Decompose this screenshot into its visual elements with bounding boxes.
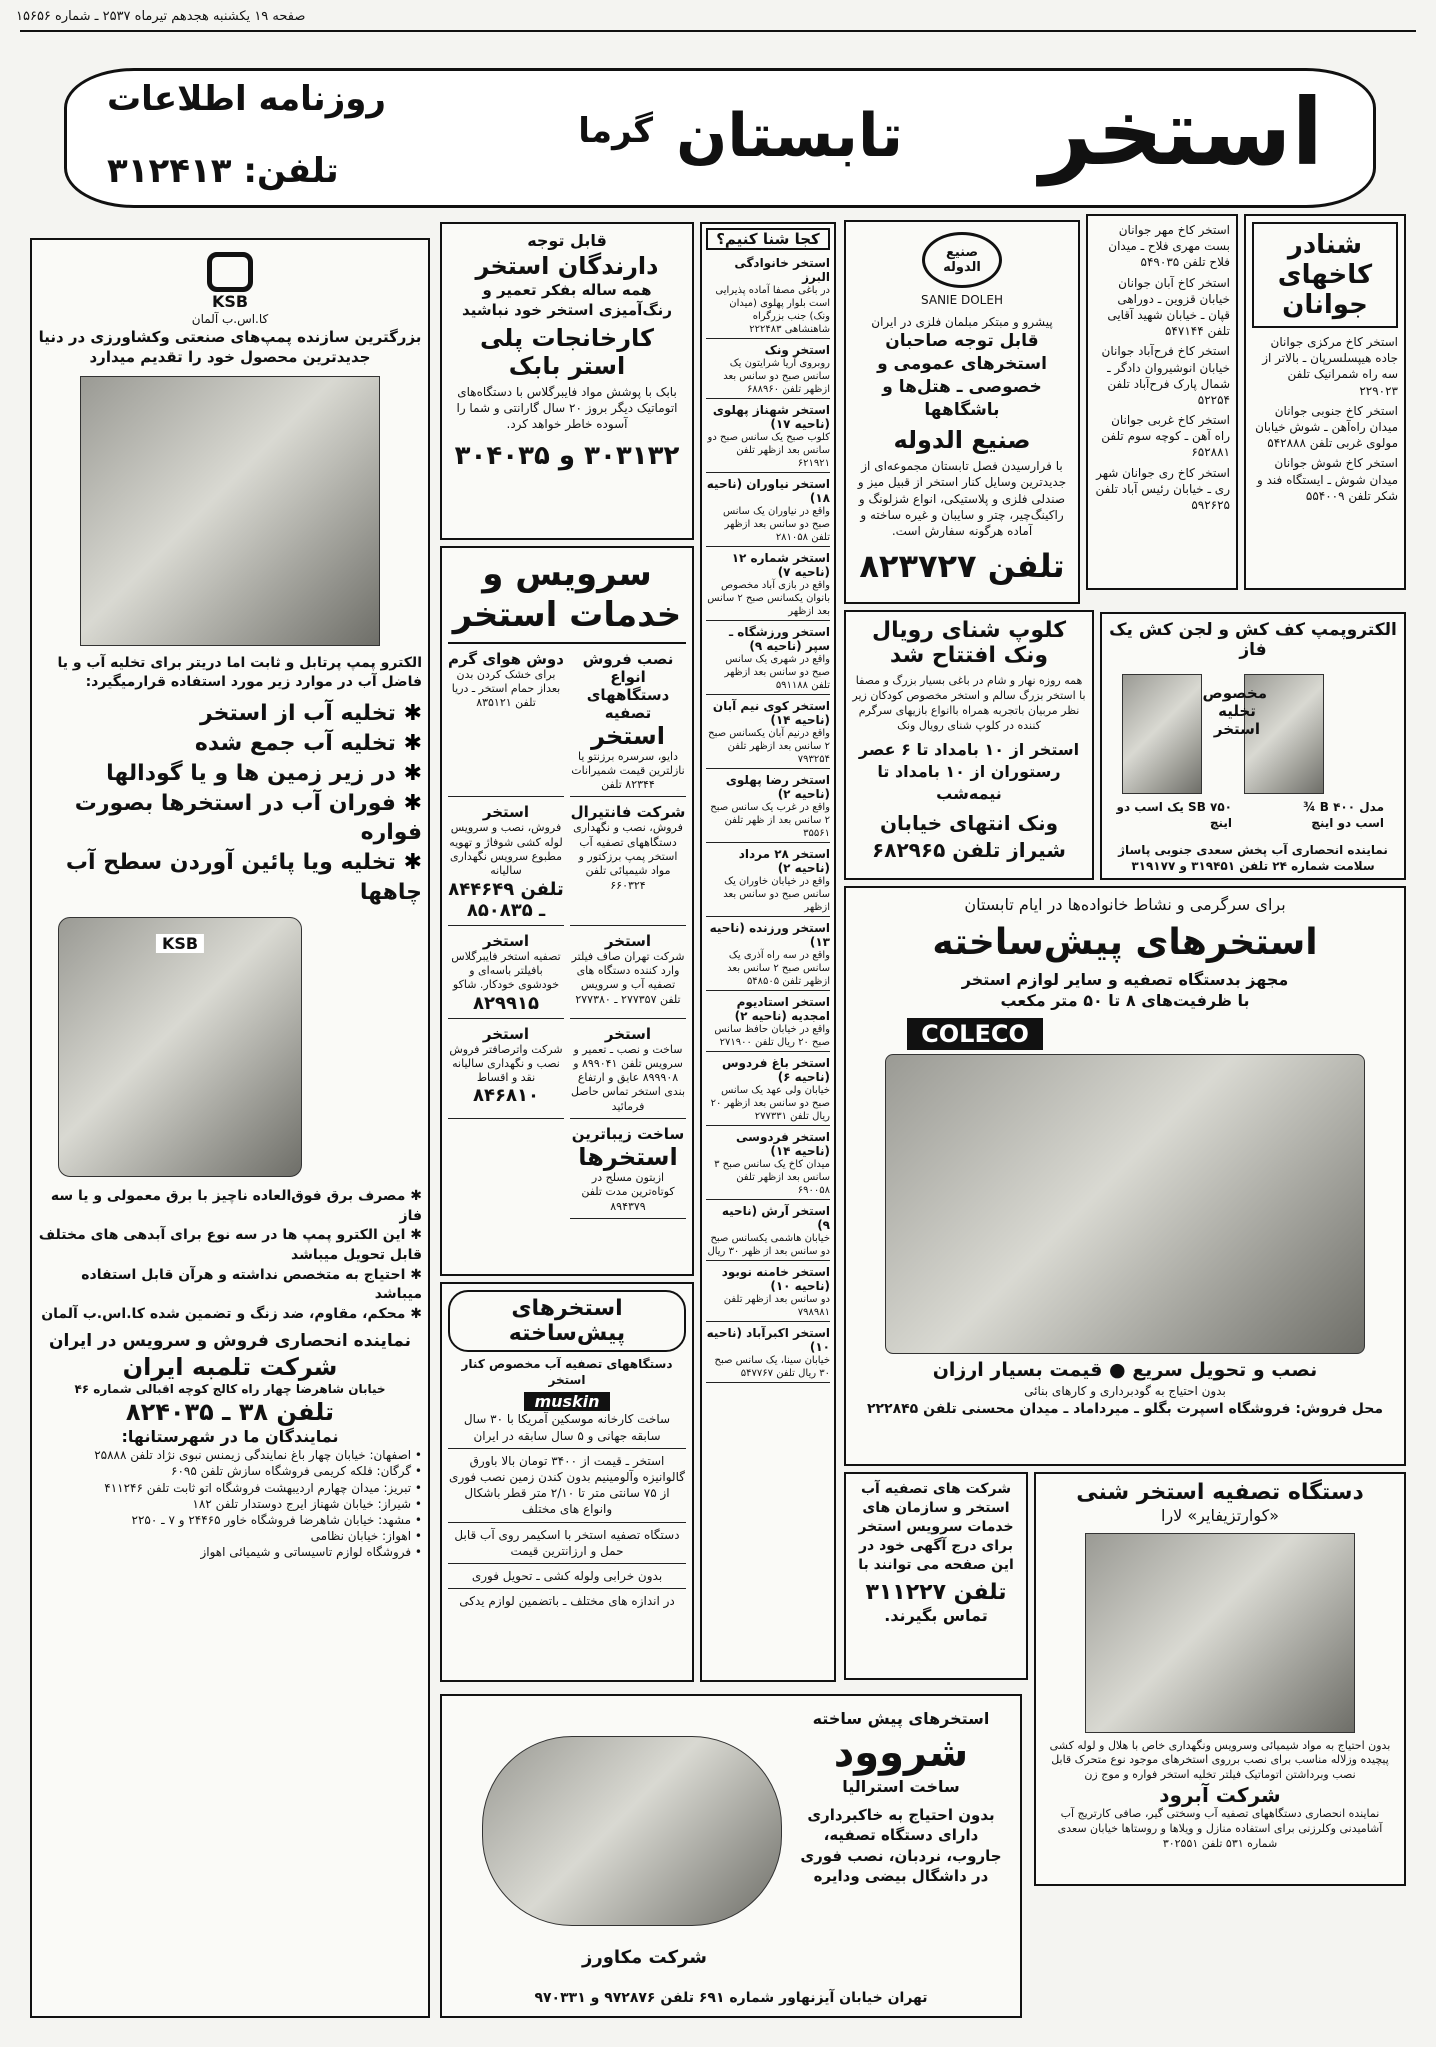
top-rule — [20, 30, 1416, 32]
sanie-name: صنیع الدوله — [893, 426, 1031, 455]
pool-entry-details: کلوب صبح یک سانس صبح دو سانس بعد ازظهر تلفن ۶۲۱۹۲۱ — [707, 432, 830, 469]
service-ad — [570, 803, 686, 925]
shervod-text: بدون احتیاج به خاکبرداری دارای دستگاه تصفیه، جاروب، نردبان، نصب فوری در داشگال بیضی ودایره — [800, 1806, 1002, 1885]
sanie-lead: پیشرو و مبتکر مبلمان فلزی در ایران — [871, 315, 1053, 330]
ksb-girl-photo — [80, 376, 380, 646]
notice-text: شرکت های تصفیه آب استخر و سازمان های خدمات سرویس استخر برای درج آگهی خود در این صفحه می توانند با — [858, 1481, 1014, 1573]
pump-ad-side: مخصوص تخلیه استخر — [1202, 684, 1267, 738]
ksb-sub: کا.اس.ب آلمان — [191, 312, 269, 326]
service-ad-text: ازبتون مسلح در کوتاه‌ترین مدت تلفن ۸۹۴۳۷۹ — [581, 1171, 675, 1213]
lara-text: بدون احتیاج به مواد شیمیائی وسرویس ونگهداری خاص با هلال و لوله کشی پیچیده وزلاله مناسب برای نصب برروی استخرهای موجود نوع متحرک قابل نصب وبرداشتن اتوماتیک فیلتر تخلیه استخر فواره و موج زن — [1049, 1738, 1391, 1782]
ksb-address: خیابان شاهرضا چهار راه کالج کوچه اقبالی شماره ۴۶ — [74, 1382, 386, 1397]
pool-list — [706, 254, 830, 1383]
coleco-sales: محل فروش: فروشگاه اسپرت بگلو ـ میرداماد ـ میدان محسنی تلفن ۲۲۲۸۴۵ — [866, 1400, 1384, 1417]
ksb-pump-ad — [30, 238, 430, 2018]
pump-model-b: SB ۷۵۰ یک اسب دو اینچ — [1116, 800, 1232, 831]
ksb-feature-text: این الکترو پمپ ها در سه نوع برای آبدهی های مختلف قابل تحویل میباشد — [38, 1227, 422, 1264]
muskin-prefab-pools-ad — [440, 1282, 694, 1682]
shervod-company: شرکت مکاورز — [582, 1947, 707, 1968]
muskin-sub: دستگاههای تصفیه آب مخصوص کنار استخر — [461, 1357, 673, 1388]
ksb-branch-text: شیراز: خیابان شهناز ایرج دوستدار تلفن ۱۸۲ — [192, 1496, 412, 1511]
sludge-pump-ad — [1100, 612, 1406, 880]
newspaper-name: روزنامه اطلاعات — [107, 79, 386, 119]
youth-palace-pools-list-2 — [1086, 214, 1238, 590]
pool-entry-name: استخر اکبرآباد (ناحیه ۱۰) — [706, 1326, 830, 1354]
royal-text: همه روزه نهار و شام در باغی بسیار بزرگ و مصفا با استخر بزرگ سالم و استخر مخصوص کودکان زیر نظر مربیان باتجربه همراه باانواع بازیهای سرگرم کننده در کلوپ شنای رویال ونک — [852, 674, 1086, 732]
ksb-use-text: تخلیه آب از استخر — [199, 701, 396, 727]
service-ad — [448, 932, 564, 1019]
pool-entry — [706, 1324, 830, 1383]
coleco-sub: مجهز بدستگاه تصفیه و سایر لوازم استخر — [961, 969, 1289, 989]
youth-palace-pools-ad — [1244, 214, 1406, 590]
service-ad — [448, 1025, 564, 1119]
banner-word-pool: استخر — [1039, 79, 1323, 186]
babak-owners: دارندگان استخر — [475, 251, 659, 280]
ksb-agent: نماینده انحصاری فروش و سرویس در ایران — [48, 1331, 412, 1352]
ksb-branches-list — [38, 1447, 422, 1560]
page-dateline: صفحه ۱۹ یکشنبه هجدهم تیرماه ۲۵۳۷ ـ شماره ۱۵۶۵۶ — [16, 9, 306, 24]
pool-entry-name: استخر ورزنده (ناحیه ۱۳) — [709, 921, 830, 949]
royal-address: ونک انتهای خیابان شیراز تلفن ۶۸۲۹۶۵ — [872, 811, 1066, 863]
service-ad-big: استخرها — [578, 1143, 678, 1172]
ksb-brand: KSB — [211, 292, 249, 311]
muskin-brand: muskin — [524, 1392, 609, 1411]
banner-word-heat: گرما — [578, 111, 653, 151]
asterisk-icon: ✱ — [395, 760, 422, 786]
ksb-intro: الکترو پمپ پرتابل و ثابت اما دریتر برای تخلیه آب و یا فاضل آب در موارد زیر مورد استفاده قرارمیگیرد: — [57, 654, 422, 690]
muskin-line-2: استخر ـ قیمت از ۳۴۰۰ تومان بالا باورق گالوانیزه وآلومینیم بدون کندن زمین نصب فوری از ۷۵ سانتی متر تا ۲/۱۰ متر قطر باشکال وانواع های مختلف — [448, 1448, 686, 1518]
where-to-swim-column — [700, 222, 836, 1682]
service-ad-text: دایو، سرسره برزنتو یا نازلترین قیمت شمیرانات ۸۲۳۴۴ تلفن — [571, 749, 685, 792]
pool-entry-details: واقع درنیم آبان یکسانس صبح ۲ سانس بعد ازظهر تلفن ۷۹۳۲۵۴ — [708, 728, 830, 765]
muskin-line-3: دستگاه تصفیه استخر با اسکیمر روی آب قابل حمل و ارزانترین قیمت — [448, 1522, 686, 1559]
asterisk-icon: ✱ — [395, 701, 422, 727]
list-item: استخر کاخ جنوبی جوانان میدان راه‌آهن ـ شوش خیابان مولوی غربی تلفن ۵۴۲۸۸۸ — [1255, 403, 1398, 451]
asterisk-icon: ✱ — [395, 731, 422, 757]
pool-entry — [706, 475, 830, 547]
banner-word-summer: تابستان — [676, 101, 903, 171]
ksb-feature-item — [38, 1226, 422, 1265]
ksb-company: شرکت تلمبه ایران — [122, 1353, 338, 1382]
pool-entry-details: واقع در غرب یک سانس صبح ۲ سانس بعد از ظهر تلفن ۳۵۵۶۱ — [710, 802, 830, 839]
bullet-icon: • — [411, 1529, 422, 1544]
service-ad-heading: استخر — [604, 1024, 652, 1043]
lara-company: شرکت آبرود — [1159, 1783, 1281, 1808]
service-ad-heading: استخر — [482, 803, 530, 822]
sand-filter-image — [1085, 1533, 1355, 1733]
ksb-branch-item — [38, 1512, 422, 1528]
service-ad-heading: استخر — [482, 931, 530, 950]
list-item: استخر کاخ شوش جوانان میدان شوش ـ ایستگاه فند و شکر تلفن ۵۵۴۰۰۹ — [1256, 456, 1398, 503]
pump-ad-title: الکتروپمپ کف کش و لجن کش یک فاز — [1109, 620, 1397, 660]
muskin-title: استخرهای پیش‌ساخته — [448, 1290, 686, 1352]
shervod-pool-image — [482, 1736, 782, 1926]
pool-entry-name: استخر شماره ۱۲ (ناحیه ۷) — [731, 551, 830, 579]
ksb-use-item — [38, 789, 422, 848]
sanie-logo-text: صنیع الدوله — [943, 245, 981, 275]
services-title: سرویس و خدمات استخر — [448, 554, 686, 644]
pool-entry — [706, 401, 830, 473]
coleco-top: برای سرگرمی و نشاط خانواده‌ها در ایام تابستان — [964, 895, 1286, 914]
pump-image-left — [1122, 674, 1202, 794]
services-grid — [448, 650, 686, 1219]
royal-hours-restaurant: رستوران از ۱۰ بامداد تا نیمه‌شب — [877, 761, 1061, 803]
service-ad-phone: ۸۲۹۹۱۵ — [473, 992, 539, 1014]
pool-entry — [706, 1054, 830, 1126]
ksb-branch-item — [38, 1447, 422, 1463]
pool-entry-details: واقع در شهری یک سانس صبح دو سانس بعد ازظهر تلفن ۵۹۱۱۸۸ — [724, 654, 830, 691]
pool-entry-details: میدان کاخ یک سانس صبح ۳ سانس بعد ازظهر تلفن ۶۹۰۰۵۸ — [714, 1159, 830, 1196]
pool-entry-details: واقع در بازی آباد مخصوص بانوان یکسانس صبح ۲ سانس بعد ازظهر — [707, 580, 830, 617]
pool-entry — [706, 1202, 830, 1261]
list-item: استخر کاخ غربی جوانان راه آهن ـ کوچه سوم تلفن ۶۵۲۸۸۱ — [1101, 413, 1230, 460]
ksb-pump-illustration — [58, 917, 302, 1177]
list-item: استخر کاخ مرکزی جوانان جاده هیپسلسرپان ـ بالاتر از سه راه شمرانیک تلفن ۲۲۹۰۲۳ — [1262, 335, 1398, 398]
pool-entry-details: خیابان سینا، یک سانس صبح ۳۰ ریال تلفن ۵۴۷۷۶۷ — [714, 1355, 830, 1379]
coleco-note: بدون احتیاج به گودبرداری و کارهای بنائی — [1024, 1384, 1226, 1399]
service-ad-text: شرکت تهران صاف فیلتر وارد کننده دستگاه های تصفیه آب و سرویس تلفن ۲۷۷۳۵۷ ـ ۲۷۷۳۸۰ — [571, 949, 685, 1006]
asterisk-icon: ✱ — [405, 1188, 422, 1205]
ksb-branch-item — [38, 1496, 422, 1512]
ksb-logo-icon — [207, 252, 253, 292]
pool-entry-details: دو سانس بعد ازظهر تلفن ۷۹۸۹۸۱ — [723, 1294, 830, 1318]
pool-entry-details: در باغی مصفا آماده پذیرایی است بلوار پهلوی (میدان ونک) جنب بزرگراه شاهنشاهی ۲۲۲۴۸۳ — [715, 285, 830, 335]
where-to-swim-title: کجا شنا کنیم؟ — [706, 228, 830, 250]
babak-company: کارخانجات پلی استر بابک — [480, 324, 654, 381]
ksb-branch-item — [38, 1544, 422, 1560]
royal-hours-pool: استخر از ۱۰ بامداد تا ۶ عصر — [858, 740, 1080, 760]
ksb-use-text: تخلیه آب جمع شده — [194, 731, 396, 757]
service-ad — [570, 932, 686, 1019]
ksb-branch-item — [38, 1480, 422, 1496]
service-ad-text: فروش، نصب و نگهداری دستگاههای تصفیه آب استخر پمپ برزکتور و مواد شیمیائی تلفن ۶۶۰۳۲۴ — [573, 821, 683, 892]
service-ad-heading: نصب فروش انواع دستگاههای تصفیه — [582, 649, 674, 722]
pool-entry — [706, 623, 830, 695]
service-ad-text: فروش، نصب و سرویس لوله کشی شوفاژ و تهویه مطبوع سرویس نگهداری سالیانه — [449, 821, 563, 878]
pool-entry-details: روبروی آریا شرایتون یک سانس صبح دو سانس بعد ازظهر تلفن ۶۸۸۹۶۰ — [723, 358, 830, 395]
pool-entry — [706, 254, 830, 339]
shervod-prefab-pools-ad — [440, 1694, 1022, 2018]
ksb-lead: بزرگترین سازنده پمپ‌های صنعتی وکشاورزی در دنیا جدیدترین محصول خود را تقدیم میدارد — [38, 328, 422, 367]
pool-entry — [706, 1128, 830, 1200]
service-ad — [570, 1025, 686, 1119]
service-ad — [570, 650, 686, 798]
lara-sand-filter-ad — [1034, 1472, 1406, 1886]
ksb-branch-item — [38, 1463, 422, 1479]
service-ad — [448, 650, 564, 798]
coleco-capacity: با ظرفیت‌های ۸ تا ۵۰ متر مکعب — [1000, 991, 1250, 1011]
pool-entry-name: استخر ورزشگاه ـ سپر (ناحیه ۹) — [728, 625, 830, 653]
babak-polyester-ad — [440, 222, 694, 540]
service-ad-heading: شرکت فانتیرال — [570, 803, 686, 822]
asterisk-icon: ✱ — [395, 849, 422, 875]
pool-entry-name: استخر ونک — [764, 343, 830, 357]
ksb-branch-text: فروشگاه لوازم تاسیساتی و شیمیائی اهواز — [200, 1545, 412, 1560]
bullet-icon: • — [411, 1464, 422, 1479]
pool-entry-name: استخر استادیوم امجدیه (ناحیه ۲) — [734, 995, 830, 1023]
ksb-use-item — [38, 759, 422, 789]
pool-entry-details: واقع در سه راه آذری یک سانس صبح ۲ سانس بعد ازظهر تلفن ۵۴۸۵۰۵ — [727, 950, 830, 987]
coleco-title: استخرهای پیش‌ساخته — [932, 921, 1318, 963]
ksb-branch-item — [38, 1528, 422, 1544]
service-ad-heading: دوش هوای گرم — [448, 649, 564, 668]
pool-entry-name: استخر باغ فردوس (ناحیه ۶) — [722, 1056, 830, 1084]
youth-pools-title: شنادر کاخهای جوانان — [1252, 222, 1398, 328]
muskin-line-1: ساخت کارخانه موسکین آمریکا با ۳۰ سال سابقه جهانی و ۵ سال سابقه در ایران — [463, 1412, 671, 1443]
ksb-use-item — [38, 699, 422, 729]
shervod-brand: شروود — [833, 1729, 969, 1776]
pool-entry — [706, 341, 830, 399]
pool-entry-name: استخر نیاوران (ناحیه ۱۸) — [706, 477, 830, 505]
ksb-use-item — [38, 729, 422, 759]
asterisk-icon: ✱ — [405, 1227, 422, 1244]
sanie-phone: تلفن ۸۲۳۷۲۷ — [859, 547, 1065, 586]
babak-notice: قابل توجه — [527, 231, 607, 250]
lara-title: دستگاه تصفیه استخر شنی — [1076, 1480, 1364, 1505]
pool-entry — [706, 1263, 830, 1322]
ksb-use-item — [38, 848, 422, 907]
pool-entry — [706, 993, 830, 1052]
service-ad-text: شرکت واترصافتر فروش نصب و نگهداری سالیانه نقد و اقساط — [449, 1042, 563, 1085]
coleco-bottom: نصب و تحویل سریع ● قیمت بسیار ارزان — [932, 1358, 1318, 1381]
bullet-icon: • — [411, 1545, 422, 1560]
notice-phone: تلفن ۳۱۱۲۲۷ — [865, 1580, 1007, 1606]
ksb-branch-text: گرگان: فلکه کریمی فروشگاه سازش تلفن ۶۰۹۵ — [171, 1464, 412, 1479]
pool-entry-details: واقع در نیاوران یک سانس صبح دو سانس بعد ازظهر تلفن ۲۸۱۰۵۸ — [722, 506, 830, 543]
babak-text: بابک با پوشش مواد فایبرگلاس با دستگاه‌های اتوماتیک دیگر بروز ۲۰ سال گارانتی و شما را آسوده خاطر خواهد کرد. — [456, 385, 678, 432]
ksb-feature-item — [38, 1305, 422, 1325]
royal-title: کلوپ شنای رویال ونک افتتاح شد — [872, 618, 1066, 668]
pool-entry-name: استخر فردوسی (ناحیه ۱۴) — [736, 1130, 830, 1158]
list-item: استخر کاخ آبان جوانان خیابان قزوین ـ دوراهی قپان ـ خیابان شهید آقایی تلفن ۵۴۷۱۴۴ — [1107, 275, 1230, 339]
muskin-line-5: در اندازه های مختلف ـ باتضمین لوازم یدکی — [448, 1588, 686, 1609]
pool-entry-name: استخر خامنه نوبود (ناحیه ۱۰) — [721, 1265, 830, 1293]
sanie-logo-sub: SANIE DOLEH — [921, 293, 1003, 307]
service-ad-text: برای خشک کردن بدن بعداز حمام استخر ـ دریا تلفن ۸۳۵۱۲۱ — [451, 667, 561, 710]
pump-agent: نماینده انحصاری آب پخش سعدی جنوبی پاساژ سلامت شماره ۲۴ تلفن ۳۱۹۴۵۱ و ۳۱۹۱۷۷ — [1118, 842, 1388, 873]
asterisk-icon: ✱ — [405, 1305, 422, 1322]
sanie-body: قابل توجه صاحبان استخرهای عمومی و خصوصی ـ هتل‌ها و باشگاهها — [877, 331, 1047, 421]
bullet-icon: • — [411, 1512, 422, 1527]
list-item: استخر کاخ ری جوانان شهر ری ـ خیابان رئیس آباد تلفن ۵۹۲۶۲۵ — [1095, 465, 1230, 512]
sanie-text: با فرارسیدن فصل تابستان مجموعه‌ای از جدیدترین وسایل کنار استخر از قبیل میز و صندلی فلزی و پلاستیکی، انواع شزلونگ و راکینگ‌چیر، چتر و سایبان و غیره ساخته و آماده هرگونه سفارش است. — [857, 459, 1067, 538]
ksb-features-list — [38, 1187, 422, 1324]
gear-logo-icon — [922, 232, 1002, 288]
pool-service-companies-notice — [844, 1472, 1028, 1680]
list-item: استخر کاخ مهر جوانان بست مهری فلاح ـ میدان فلاح تلفن ۵۴۹۰۳۵ — [1108, 223, 1230, 270]
asterisk-icon: ✱ — [395, 790, 422, 816]
notice-end: تماس بگیرند. — [884, 1606, 988, 1626]
service-ad-heading: استخر — [604, 931, 652, 950]
muskin-line-4: بدون خرابی ولوله کشی ـ تحویل فوری — [448, 1563, 686, 1584]
ksb-pump-label: KSB — [156, 934, 204, 953]
sanie-doleh-ad — [844, 220, 1080, 604]
bullet-icon: • — [411, 1496, 422, 1511]
pool-entry-name: استخر کوی نیم آبان (ناحیه ۱۴) — [712, 699, 830, 727]
pool-entry — [706, 549, 830, 621]
service-ad-text: تصفیه استخر فایبرگلاس بافیلتر باسه‌ای و خودشوی خودکار. شاکو — [451, 949, 561, 992]
list-item: استخر کاخ فرح‌آباد جوانان خیابان انوشیروان دادگر ـ شمال پارک فرح‌آباد تلفن ۵۲۲۵۴ — [1101, 344, 1230, 407]
pool-entry-details: خیابان هاشمی یکسانس صبح دو سانس بعد از ظهر ۳۰ ریال — [707, 1233, 830, 1257]
newspaper-phone: تلفن: ۳۱۲۴۱۳ — [107, 151, 339, 191]
ksb-use-text: در زیر زمین ها و یا گودالها — [106, 760, 396, 786]
shervod-line-1: استخرهای پیش ساخته — [812, 1709, 990, 1728]
ksb-branch-text: مشهد: خیابان شاهرضا فروشگاه خاور ۲۴۴۶۵ و ۷ ـ ۲۲۵۰ — [131, 1512, 412, 1527]
ksb-use-text: فوران آب در استخرها بصورت فواره — [74, 790, 422, 846]
lara-address: نماینده انحصاری دستگاههای تصفیه آب وسختی گیر، صافی کارتریج آب آشامیدنی وکلرزنی برای استفاده منازل و ویلاها و روستاها خیابان سعدی شماره ۵۳۱ تلفن ۳۰۲۵۵۱ — [1057, 1807, 1383, 1850]
babak-phone: ۳۰۳۱۳۲ و ۳۰۴۰۳۵ — [454, 440, 680, 471]
asterisk-icon: ✱ — [405, 1266, 422, 1283]
pump-model-a: مدل ۴۰۰ B ¾ اسب دو اینچ — [1303, 800, 1384, 831]
ksb-branches-title: نمایندگان ما در شهرستانها: — [121, 1426, 339, 1446]
bullet-icon: • — [411, 1448, 422, 1463]
ksb-branch-text: اهواز: خیابان نظامی — [310, 1529, 412, 1544]
pool-entry — [706, 919, 830, 991]
service-ad-big: استخر — [591, 721, 665, 750]
pool-entry-name: استخر خانوادگی البرز — [734, 256, 830, 284]
ksb-phone: تلفن ۳۸ ـ ۸۲۴۰۳۵ — [125, 1397, 335, 1426]
masthead-banner — [64, 68, 1376, 208]
ksb-feature-text: مصرف برق فوق‌العاده ناچیز با برق معمولی و یا سه فاز — [50, 1188, 422, 1224]
service-ad-heading: ساخت زیباترین — [571, 1125, 685, 1144]
ksb-branch-text: تبریز: میدان چهارم اردیبهشت فروشگاه اتو ثابت تلفن ۴۱۱۲۴۶ — [104, 1480, 412, 1495]
youth-pools-list — [1252, 334, 1398, 504]
pool-entry — [706, 845, 830, 917]
pool-entry-details: واقع در خیابان حافظ سانس صبح ۲۰ ریال تلفن ۲۷۱۹۰۰ — [714, 1024, 830, 1048]
pool-entry-name: استخر ۲۸ مرداد (ناحیه ۲) — [738, 847, 830, 875]
service-ad — [570, 1125, 686, 1219]
bullet-icon: • — [411, 1480, 422, 1495]
pool-entry — [706, 771, 830, 843]
ksb-uses-list — [38, 699, 422, 907]
pool-entry — [706, 697, 830, 769]
ksb-feature-text: احتیاج به متخصص نداشته و هرآن قابل استفاده میباشد — [81, 1266, 422, 1303]
shervod-text-block — [796, 1708, 1006, 1886]
shervod-address: تهران خیابان آیزنهاور شماره ۶۹۱ تلفن ۹۷۲۸۷۶ و ۹۷۰۳۳۱ — [534, 1990, 928, 2007]
shervod-made: ساخت استرالیا — [842, 1776, 960, 1796]
pool-entry-name: استخر آرش (ناحیه ۹) — [721, 1204, 830, 1232]
ksb-feature-text: محکم، مقاوم، ضد زنگ و تضمین شده کا.اس.ب آلمان — [41, 1305, 406, 1322]
service-ad-text: ساخت و نصب ـ تعمیر و سرویس تلفن ۸۹۹۰۴۱ و ۸۹۹۹۰۸ عایق و ارتفاع بندی استخر تماس حاصل فرمائید — [570, 1042, 686, 1113]
service-ad-phone: تلفن ۸۴۴۶۴۹ ـ ۸۵۰۸۳۵ — [448, 878, 564, 921]
pool-entry-name: استخر رضا پهلوی (ناحیه ۲) — [725, 773, 830, 801]
service-ad — [448, 803, 564, 925]
pool-entry-details: واقع در خیابان خاوران یک سانس صبح دو سانس بعد ازظهر — [723, 876, 830, 913]
pool-entry-details: خیابان ولی عهد یک سانس صبح دو سانس بعد ازظهر ۲۰ ریال تلفن ۲۷۷۳۳۱ — [710, 1085, 830, 1122]
lara-sub: «کوارتزیفایر» لارا — [1161, 1506, 1279, 1525]
babak-tagline: همه ساله بفکر تعمیر و رنگ‌آمیزی استخر خود نباشید — [462, 280, 672, 319]
ksb-branch-text: اصفهان: خیابان چهار باغ نمایندگی زیمنس نبوی نژاد تلفن ۲۵۸۸۸ — [94, 1448, 412, 1463]
coleco-prefab-pools-ad — [844, 886, 1406, 1466]
service-ad-heading: استخر — [482, 1024, 530, 1043]
ksb-feature-item — [38, 1187, 422, 1226]
ksb-feature-item — [38, 1266, 422, 1305]
pool-services-section — [440, 546, 694, 1276]
royal-vanak-club-ad — [844, 610, 1094, 880]
coleco-brand: COLECO — [907, 1018, 1043, 1050]
pool-entry-name: استخر شهناز پهلوی (ناحیه ۱۷) — [712, 403, 830, 431]
service-ad-phone: ۸۴۶۸۱۰ — [473, 1085, 539, 1107]
coleco-pool-image — [885, 1054, 1365, 1354]
ksb-use-text: تخلیه ویا پائین آوردن سطح آب چاهها — [65, 849, 422, 905]
